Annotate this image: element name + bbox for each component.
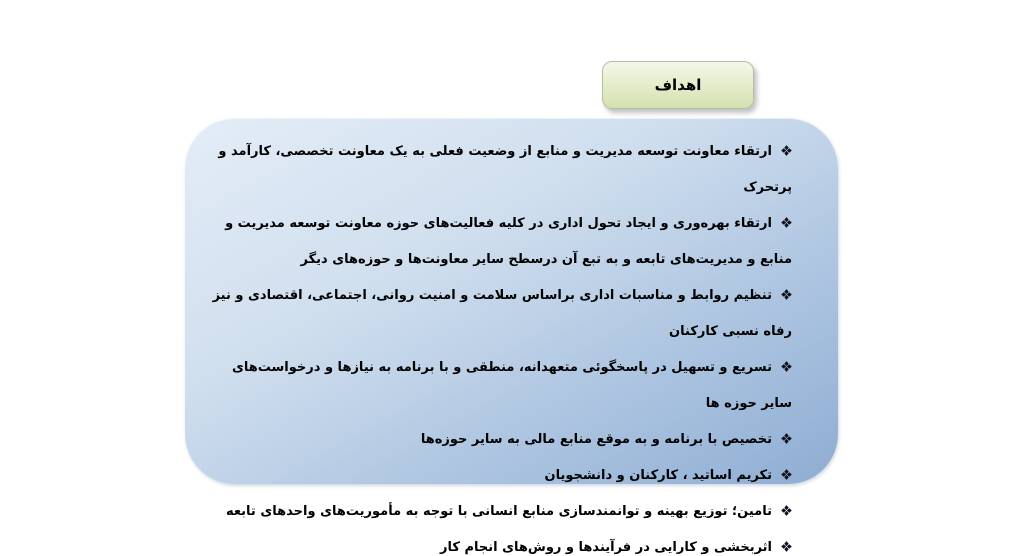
goals-panel bbox=[185, 118, 838, 555]
goal-text: اثربخشی و کارایی در فرآیندها و روش‌های انجام کار bbox=[440, 540, 772, 555]
goal-text: ارتقاء بهره‌وری و ایجاد تحول اداری در کلیه فعالیت‌های حوزه معاونت توسعه مدیریت و منابع و مدیریت‌های تابعه و به تبع آن درسطح سایر معاونت‌ها و حوزه‌های دیگر bbox=[225, 216, 792, 267]
goal-text: تامین؛ توزیع بهینه و توانمندسازی منابع انسانی با توجه به مأموریت‌های واحدهای تابعه bbox=[225, 504, 772, 519]
page-title: اهداف bbox=[654, 76, 702, 94]
four-diamond-bullet-icon bbox=[781, 469, 792, 480]
four-diamond-bullet-icon bbox=[781, 541, 792, 552]
goal-item bbox=[199, 206, 792, 278]
goal-item bbox=[199, 422, 792, 458]
goal-text: تخصیص با برنامه و به موقع منابع مالی به سایر حوزه‌ها bbox=[420, 432, 772, 447]
goal-item bbox=[199, 530, 792, 556]
goal-text: تنظیم روابط و مناسبات اداری براساس سلامت و امنیت روانی، اجتماعی، اقتصادی و نیز رفاه نسبی کارکنان bbox=[212, 288, 792, 339]
four-diamond-bullet-icon bbox=[781, 145, 792, 156]
goal-text: ارتقاء معاونت توسعه مدیریت و منابع از وضعیت فعلی به یک معاونت تخصصی، کارآمد و پرتحرک bbox=[218, 144, 792, 195]
title-box bbox=[602, 61, 754, 109]
four-diamond-bullet-icon bbox=[781, 289, 792, 300]
four-diamond-bullet-icon bbox=[781, 505, 792, 516]
goal-item bbox=[199, 134, 792, 206]
goal-item bbox=[199, 494, 792, 530]
goals-list bbox=[199, 134, 792, 556]
four-diamond-bullet-icon bbox=[781, 361, 792, 372]
four-diamond-bullet-icon bbox=[781, 217, 792, 228]
goal-item bbox=[199, 458, 792, 494]
four-diamond-bullet-icon bbox=[781, 433, 792, 444]
goal-text: تسریع و تسهیل در پاسخگوئی متعهدانه، منطقی و با برنامه به نیازها و درخواست‌های سایر حوزه ها bbox=[231, 360, 792, 411]
goal-item bbox=[199, 350, 792, 422]
goal-item bbox=[199, 278, 792, 350]
goal-text: تکریم اساتید ، کارکنان و دانشجویان bbox=[544, 468, 772, 483]
